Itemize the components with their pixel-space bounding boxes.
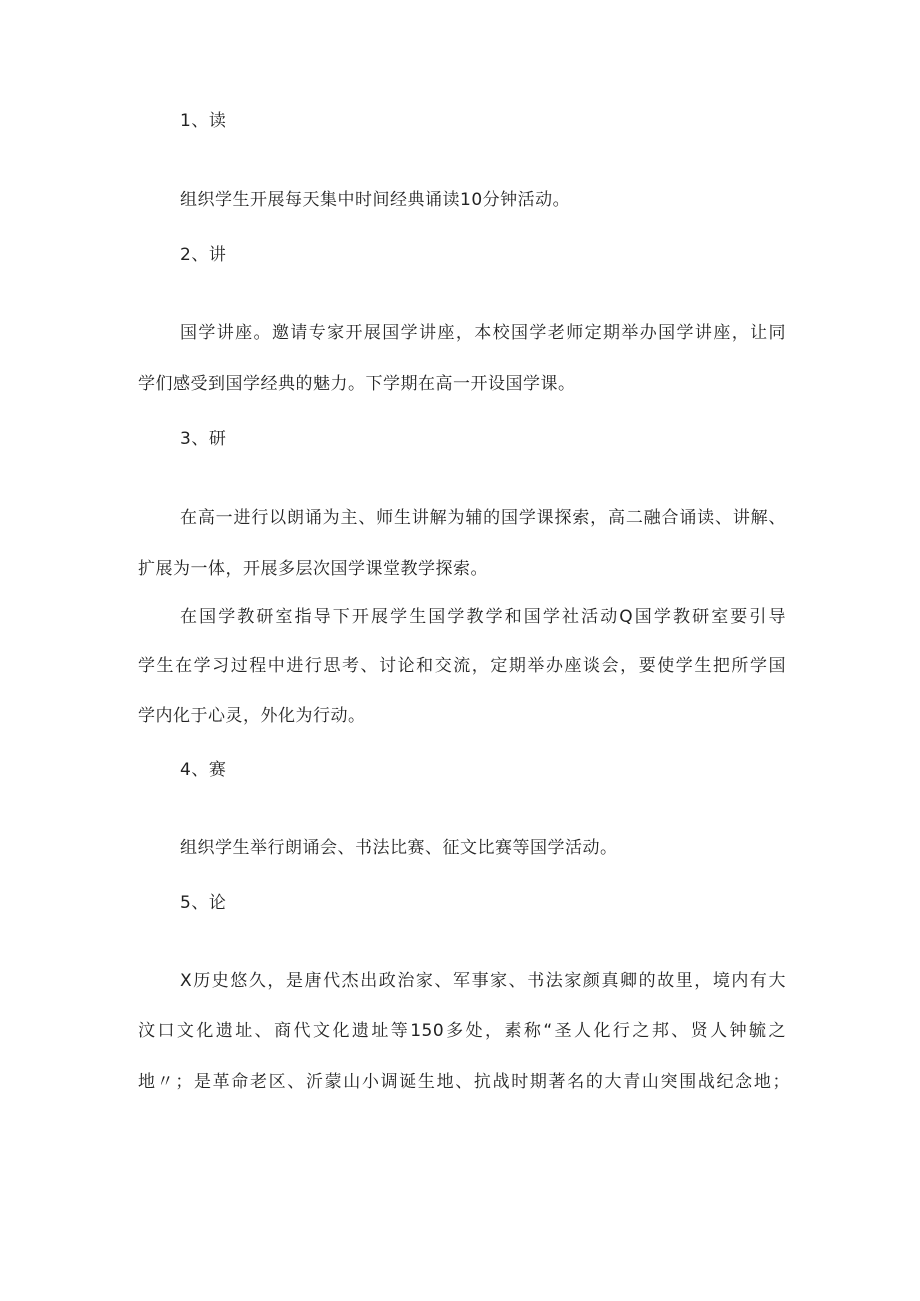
- paragraph-line: 国学讲座。邀请专家开展国学讲座，本校国学老师定期举办国学讲座，让同: [180, 323, 786, 343]
- section-heading-lecture: 2、讲: [180, 245, 227, 265]
- paragraph-line: 学内化于心灵，外化为行动。: [138, 706, 366, 726]
- paragraph-line: 汶口文化遗址、商代文化遗址等150多处，素称“圣人化行之邦、贤人钟毓之: [138, 1021, 786, 1041]
- paragraph-line: 在国学教研室指导下开展学生国学教学和国学社活动Q国学教研室要引导: [180, 607, 786, 627]
- paragraph-line: 地〃；是革命老区、沂蒙山小调诞生地、抗战时期著名的大青山突围战纪念地；: [138, 1072, 790, 1092]
- paragraph-line: 在高一进行以朗诵为主、师生讲解为辅的国学课探索，高二融合诵读、讲解、: [180, 508, 786, 528]
- paragraph-line: X历史悠久，是唐代杰出政治家、军事家、书法家颜真卿的故里，境内有大: [180, 971, 786, 991]
- paragraph-line: 扩展为一体，开展多层次国学课堂教学探索。: [138, 559, 488, 579]
- section-heading-contest: 4、赛: [180, 760, 227, 780]
- paragraph-line: 学们感受到国学经典的魅力。下学期在高一开设国学课。: [138, 374, 576, 394]
- section-heading-read: 1、读: [180, 111, 227, 131]
- paragraph-line: 组织学生开展每天集中时间经典诵读10分钟活动。: [180, 190, 571, 210]
- section-heading-discussion: 5、论: [180, 893, 227, 913]
- paragraph-line: 组织学生举行朗诵会、书法比赛、征文比赛等国学活动。: [180, 838, 618, 858]
- section-heading-research: 3、研: [180, 429, 227, 449]
- paragraph-line: 学生在学习过程中进行思考、讨论和交流，定期举办座谈会，要使学生把所学国: [138, 656, 786, 676]
